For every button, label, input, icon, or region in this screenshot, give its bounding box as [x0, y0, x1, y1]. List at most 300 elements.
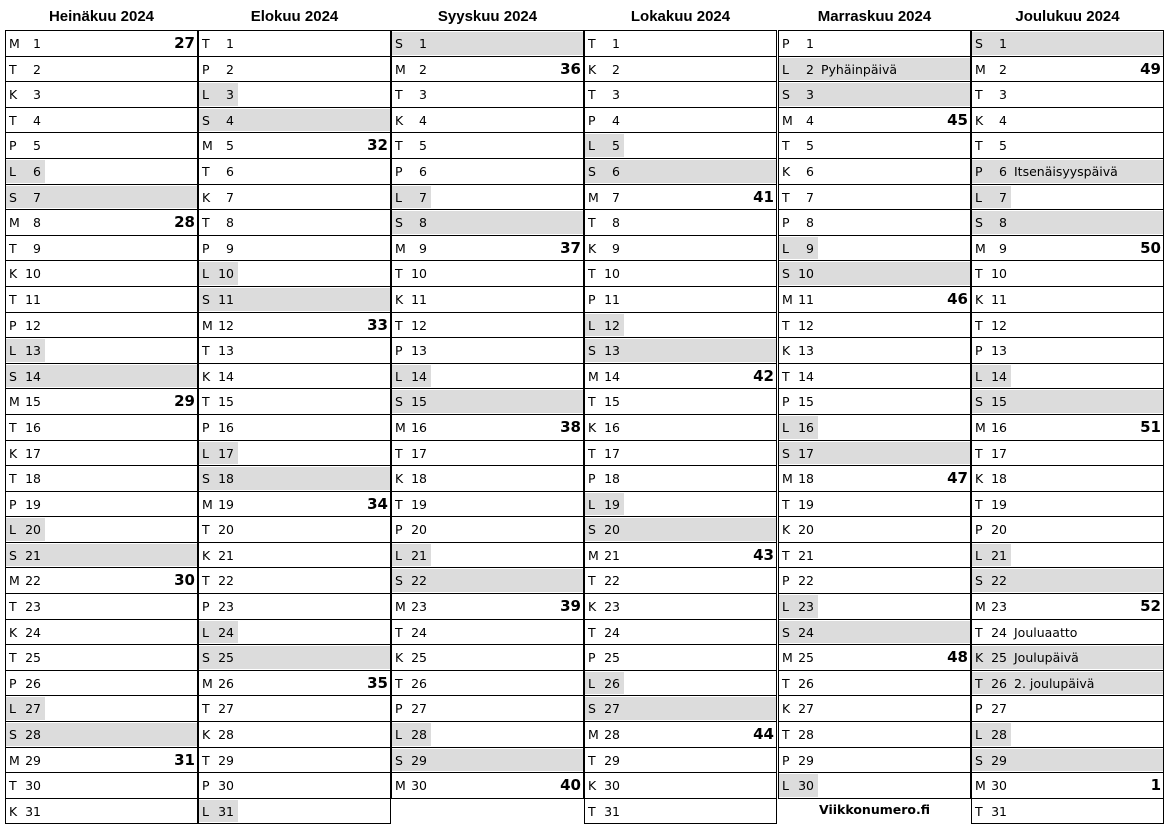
weekday-letter: T	[9, 61, 17, 77]
day-list	[584, 30, 777, 824]
day-number: 16	[991, 419, 1007, 435]
weekday-letter: T	[9, 778, 17, 794]
weekday-letter: T	[782, 368, 790, 384]
weekday-letter: L	[975, 368, 982, 384]
day-row	[585, 389, 776, 415]
day-row	[779, 568, 970, 594]
day-number: 9	[33, 240, 41, 256]
day-row	[6, 236, 197, 262]
month-column	[778, 0, 971, 799]
day-row	[585, 594, 776, 620]
day-row	[779, 594, 970, 620]
day-row	[779, 261, 970, 287]
day-row	[199, 159, 390, 185]
day-number: 15	[25, 394, 41, 410]
day-row	[972, 748, 1163, 774]
day-row	[392, 236, 583, 262]
weekday-letter: T	[202, 573, 210, 589]
day-row	[392, 210, 583, 236]
day-number: 31	[991, 803, 1007, 819]
day-row	[585, 748, 776, 774]
day-number: 18	[604, 471, 620, 487]
weekday-letter: S	[9, 189, 17, 205]
day-row	[392, 185, 583, 211]
day-number: 11	[411, 291, 427, 307]
day-number: 1	[419, 36, 427, 51]
day-row	[6, 108, 197, 134]
day-number: 18	[991, 471, 1007, 487]
weekday-letter: T	[395, 87, 403, 103]
day-row	[199, 799, 390, 825]
month-column	[391, 0, 584, 799]
day-row	[972, 185, 1163, 211]
day-row	[972, 543, 1163, 569]
day-number: 3	[806, 87, 814, 103]
weekday-letter: S	[202, 112, 210, 128]
month-column	[971, 0, 1164, 824]
day-number: 19	[991, 496, 1007, 512]
day-list	[198, 30, 391, 824]
day-row	[6, 696, 197, 722]
day-number: 24	[411, 624, 427, 640]
week-number: 33	[367, 315, 388, 334]
weekday-letter: T	[588, 445, 596, 461]
day-number: 14	[798, 368, 814, 384]
weekday-letter: M	[395, 61, 406, 77]
day-row	[779, 722, 970, 748]
day-row	[585, 441, 776, 467]
day-number: 14	[991, 368, 1007, 384]
weekday-letter: T	[395, 138, 403, 154]
weekday-letter: K	[395, 291, 404, 307]
day-row	[392, 415, 583, 441]
day-number: 10	[25, 266, 41, 282]
weekday-letter: S	[202, 650, 210, 666]
weekday-letter: P	[588, 650, 596, 666]
weekday-letter: P	[782, 394, 790, 410]
day-row	[972, 492, 1163, 518]
day-row	[199, 210, 390, 236]
weekday-letter: M	[588, 368, 599, 384]
weekday-letter: T	[782, 675, 790, 691]
day-number: 2	[419, 61, 427, 77]
day-number: 22	[411, 573, 427, 589]
day-row	[6, 568, 197, 594]
weekday-letter: K	[782, 343, 791, 359]
day-number: 26	[411, 675, 427, 691]
weekday-letter: K	[395, 650, 404, 666]
weekday-letter: M	[588, 189, 599, 205]
day-row	[972, 236, 1163, 262]
day-row	[392, 133, 583, 159]
day-number: 19	[798, 496, 814, 512]
week-number: 48	[947, 648, 968, 667]
weekday-letter: T	[782, 317, 790, 333]
day-number: 28	[991, 727, 1007, 743]
day-row	[6, 338, 197, 364]
holiday-name: Jouluaatto	[1014, 624, 1078, 640]
day-row	[585, 415, 776, 441]
weekday-letter: L	[395, 727, 402, 743]
day-number: 19	[411, 496, 427, 512]
weekday-letter: T	[588, 803, 596, 819]
day-row	[779, 108, 970, 134]
weekday-letter: K	[202, 727, 211, 743]
weekday-letter: P	[782, 215, 790, 231]
day-row	[585, 364, 776, 390]
day-number: 5	[999, 138, 1007, 154]
day-number: 26	[218, 675, 234, 691]
day-number: 30	[218, 778, 234, 794]
day-number: 1	[612, 36, 620, 51]
weekday-letter: T	[782, 727, 790, 743]
day-row	[972, 31, 1163, 57]
day-row	[6, 671, 197, 697]
day-row	[199, 287, 390, 313]
day-row	[972, 441, 1163, 467]
weekday-letter: T	[202, 215, 210, 231]
weekday-letter: K	[202, 189, 211, 205]
day-row	[779, 543, 970, 569]
weekday-letter: T	[202, 394, 210, 410]
day-number: 24	[25, 624, 41, 640]
weekday-letter: M	[588, 727, 599, 743]
weekday-letter: T	[202, 522, 210, 538]
week-number: 29	[174, 392, 195, 411]
day-row	[585, 82, 776, 108]
weekday-letter: M	[395, 240, 406, 256]
week-number: 30	[174, 571, 195, 590]
day-row	[392, 722, 583, 748]
month-column	[198, 0, 391, 824]
week-number: 39	[560, 597, 581, 616]
day-row	[972, 696, 1163, 722]
month-title: Joulukuu 2024	[1015, 8, 1120, 25]
weekday-letter: K	[975, 471, 984, 487]
day-number: 24	[991, 624, 1007, 640]
day-number: 12	[604, 317, 620, 333]
day-row	[6, 57, 197, 83]
weekday-letter: S	[395, 752, 403, 768]
day-row	[199, 441, 390, 467]
day-number: 21	[411, 547, 427, 563]
weekday-letter: L	[782, 599, 789, 615]
day-row	[199, 517, 390, 543]
weekday-letter: T	[588, 36, 596, 51]
day-number: 27	[798, 701, 814, 717]
day-row	[585, 696, 776, 722]
weekday-letter: T	[975, 803, 983, 819]
weekday-letter: P	[782, 752, 790, 768]
day-row	[6, 799, 197, 825]
weekday-letter: M	[975, 61, 986, 77]
week-number: 40	[560, 776, 581, 795]
day-row	[972, 57, 1163, 83]
weekday-letter: K	[9, 445, 18, 461]
day-number: 21	[604, 547, 620, 563]
day-number: 23	[604, 599, 620, 615]
day-row	[585, 261, 776, 287]
day-number: 19	[604, 496, 620, 512]
day-row	[199, 594, 390, 620]
day-row	[585, 645, 776, 671]
day-row	[199, 364, 390, 390]
weekday-letter: M	[395, 778, 406, 794]
day-number: 18	[25, 471, 41, 487]
day-row	[585, 338, 776, 364]
day-number: 14	[411, 368, 427, 384]
day-number: 3	[33, 87, 41, 103]
day-row	[779, 31, 970, 57]
day-number: 3	[612, 87, 620, 103]
day-number: 31	[25, 803, 41, 819]
weekday-letter: S	[782, 624, 790, 640]
weekday-letter: S	[975, 36, 983, 51]
day-row	[779, 671, 970, 697]
day-row	[585, 108, 776, 134]
day-row	[199, 261, 390, 287]
day-number: 17	[218, 445, 234, 461]
day-number: 12	[411, 317, 427, 333]
day-number: 7	[419, 189, 427, 205]
weekday-letter: M	[9, 573, 20, 589]
weekday-letter: M	[395, 419, 406, 435]
day-row	[392, 287, 583, 313]
day-number: 7	[33, 189, 41, 205]
day-row	[6, 415, 197, 441]
weekday-letter: K	[395, 471, 404, 487]
day-row	[585, 517, 776, 543]
day-number: 21	[991, 547, 1007, 563]
day-number: 16	[411, 419, 427, 435]
weekday-letter: M	[202, 496, 213, 512]
day-row	[972, 287, 1163, 313]
day-number: 25	[604, 650, 620, 666]
day-row	[392, 313, 583, 339]
day-number: 8	[33, 215, 41, 231]
day-row	[972, 645, 1163, 671]
day-row	[392, 594, 583, 620]
day-row	[779, 57, 970, 83]
week-number: 43	[753, 545, 774, 564]
weekday-letter: S	[975, 752, 983, 768]
weekday-letter: L	[782, 61, 789, 77]
day-number: 2	[33, 61, 41, 77]
month-title: Elokuu 2024	[250, 8, 339, 25]
day-number: 30	[604, 778, 620, 794]
weekday-letter: P	[9, 138, 17, 154]
day-number: 20	[25, 522, 41, 538]
weekday-letter: T	[782, 547, 790, 563]
weekday-letter: M	[202, 138, 213, 154]
day-number: 20	[218, 522, 234, 538]
day-row	[6, 543, 197, 569]
week-number: 52	[1140, 597, 1161, 616]
day-number: 3	[999, 87, 1007, 103]
weekday-letter: T	[782, 496, 790, 512]
weekday-letter: K	[975, 650, 984, 666]
weekday-letter: S	[782, 266, 790, 282]
day-row	[972, 133, 1163, 159]
day-row	[199, 543, 390, 569]
day-number: 17	[798, 445, 814, 461]
day-row	[6, 645, 197, 671]
day-number: 22	[25, 573, 41, 589]
weekday-letter: L	[202, 803, 209, 819]
weekday-letter: S	[395, 573, 403, 589]
day-number: 4	[419, 112, 427, 128]
day-number: 11	[25, 291, 41, 307]
weekday-letter: L	[202, 87, 209, 103]
day-row	[392, 696, 583, 722]
day-row	[392, 441, 583, 467]
day-number: 31	[604, 803, 620, 819]
weekday-letter: S	[588, 163, 596, 179]
weekday-letter: S	[782, 445, 790, 461]
weekday-letter: T	[975, 496, 983, 512]
day-row	[779, 364, 970, 390]
weekday-letter: T	[202, 36, 210, 51]
weekday-letter: P	[202, 240, 210, 256]
weekday-letter: S	[395, 394, 403, 410]
day-row	[392, 671, 583, 697]
day-number: 23	[218, 599, 234, 615]
day-number: 9	[226, 240, 234, 256]
weekday-letter: K	[588, 61, 597, 77]
day-number: 18	[798, 471, 814, 487]
day-list	[778, 30, 971, 799]
weekday-letter: M	[975, 599, 986, 615]
day-row	[585, 671, 776, 697]
weekday-letter: M	[975, 778, 986, 794]
day-row	[779, 620, 970, 646]
day-number: 7	[612, 189, 620, 205]
day-row	[199, 671, 390, 697]
weekday-letter: M	[782, 471, 793, 487]
day-row	[779, 517, 970, 543]
day-number: 1	[226, 36, 234, 51]
day-row	[392, 773, 583, 799]
weekday-letter: S	[782, 87, 790, 103]
day-number: 25	[411, 650, 427, 666]
day-number: 12	[798, 317, 814, 333]
day-number: 20	[604, 522, 620, 538]
day-number: 4	[33, 112, 41, 128]
weekday-letter: T	[395, 675, 403, 691]
day-number: 9	[999, 240, 1007, 256]
weekday-letter: P	[202, 61, 210, 77]
day-row	[6, 722, 197, 748]
day-row	[585, 313, 776, 339]
day-row	[199, 773, 390, 799]
day-number: 5	[612, 138, 620, 154]
day-number: 11	[218, 291, 234, 307]
day-number: 13	[604, 343, 620, 359]
day-row	[199, 748, 390, 774]
weekday-letter: T	[588, 394, 596, 410]
day-number: 6	[999, 163, 1007, 179]
day-number: 5	[226, 138, 234, 154]
weekday-letter: L	[782, 240, 789, 256]
weekday-letter: T	[9, 419, 17, 435]
day-number: 23	[991, 599, 1007, 615]
day-row	[6, 159, 197, 185]
weekday-letter: K	[588, 599, 597, 615]
day-number: 29	[25, 752, 41, 768]
weekday-letter: T	[588, 266, 596, 282]
day-number: 20	[798, 522, 814, 538]
day-row	[6, 620, 197, 646]
weekday-letter: P	[395, 522, 403, 538]
day-number: 7	[226, 189, 234, 205]
day-number: 29	[798, 752, 814, 768]
week-number: 42	[753, 366, 774, 385]
day-number: 28	[411, 727, 427, 743]
day-number: 1	[33, 36, 41, 51]
day-row	[199, 620, 390, 646]
weekday-letter: L	[202, 266, 209, 282]
weekday-letter: M	[782, 650, 793, 666]
day-row	[972, 466, 1163, 492]
day-number: 28	[218, 727, 234, 743]
day-row	[392, 620, 583, 646]
day-number: 30	[411, 778, 427, 794]
day-number: 21	[25, 547, 41, 563]
day-row	[199, 57, 390, 83]
day-number: 23	[798, 599, 814, 615]
day-row	[392, 159, 583, 185]
weekday-letter: M	[395, 599, 406, 615]
day-row	[585, 57, 776, 83]
day-row	[779, 389, 970, 415]
day-number: 4	[226, 112, 234, 128]
day-number: 28	[604, 727, 620, 743]
day-number: 14	[25, 368, 41, 384]
weekday-letter: P	[975, 701, 983, 717]
day-row	[199, 31, 390, 57]
weekday-letter: P	[782, 36, 790, 51]
weekday-letter: K	[9, 624, 18, 640]
day-number: 24	[218, 624, 234, 640]
day-number: 15	[991, 394, 1007, 410]
weekday-letter: M	[202, 675, 213, 691]
weekday-letter: T	[975, 445, 983, 461]
day-row	[392, 466, 583, 492]
holiday-name: Itsenäisyyspäivä	[1014, 163, 1118, 179]
day-number: 21	[218, 547, 234, 563]
day-number: 11	[798, 291, 814, 307]
day-row	[392, 57, 583, 83]
weekday-letter: P	[202, 778, 210, 794]
weekday-letter: P	[588, 291, 596, 307]
weekday-letter: T	[202, 163, 210, 179]
day-number: 13	[218, 343, 234, 359]
month-title: Syyskuu 2024	[437, 8, 538, 25]
weekday-letter: S	[975, 215, 983, 231]
day-row	[6, 389, 197, 415]
weekday-letter: T	[9, 291, 17, 307]
day-row	[585, 236, 776, 262]
day-number: 17	[604, 445, 620, 461]
weekday-letter: T	[782, 189, 790, 205]
weekday-letter: L	[202, 445, 209, 461]
weekday-letter: L	[588, 317, 595, 333]
day-row	[972, 389, 1163, 415]
month-title: Heinäkuu 2024	[48, 8, 155, 25]
weekday-letter: S	[202, 291, 210, 307]
day-row	[199, 185, 390, 211]
day-row	[6, 364, 197, 390]
